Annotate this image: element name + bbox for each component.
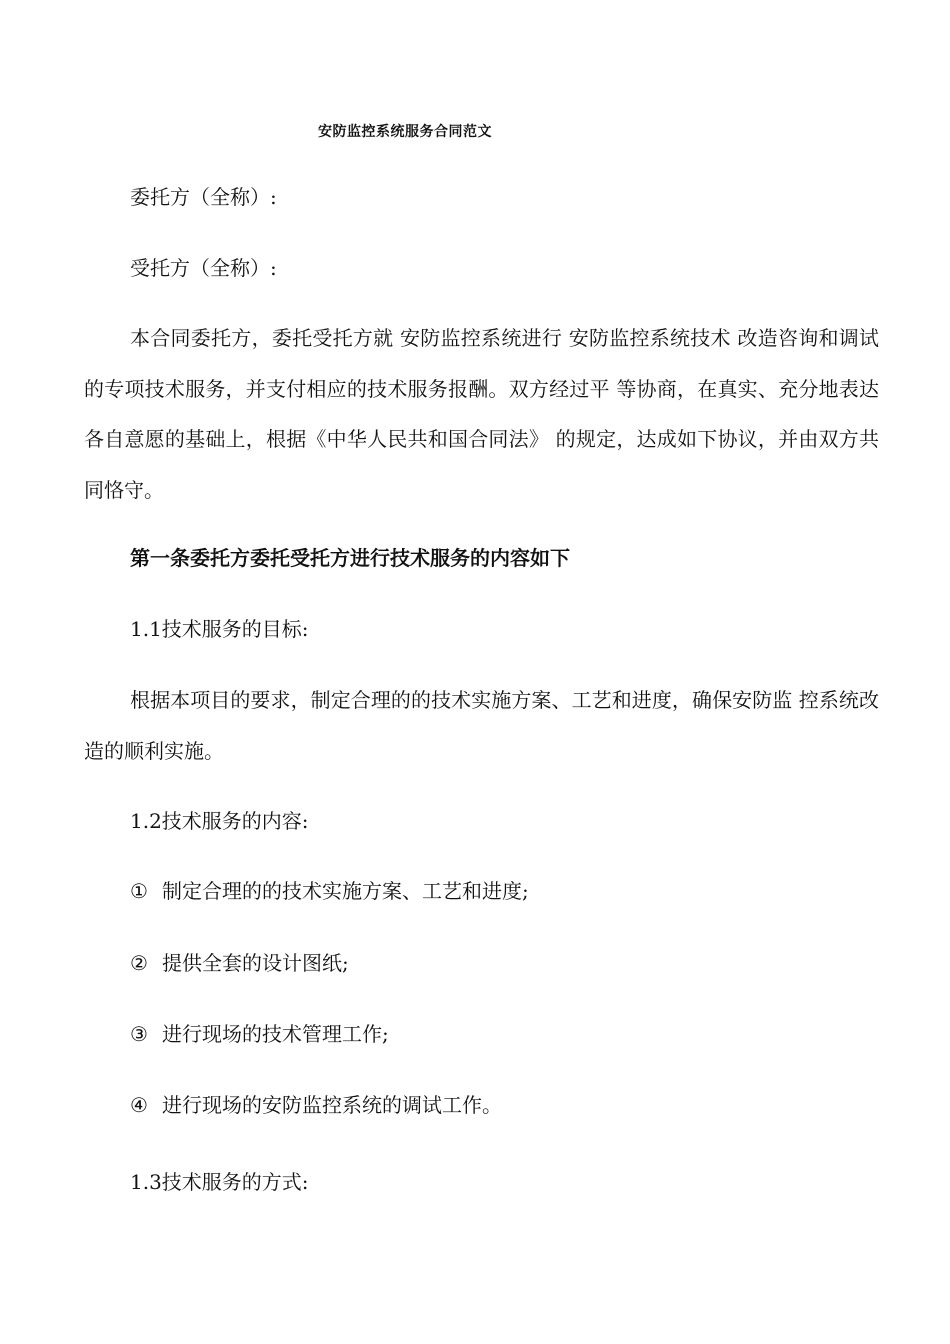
client-label: 委托方（全称）: <box>130 185 277 209</box>
list-item-text: 提供全套的设计图纸; <box>162 951 349 975</box>
list-item-text: 制定合理的的技术实施方案、工艺和进度; <box>162 879 529 903</box>
section-1-3-heading: 1.3技术服务的方式: <box>130 1170 309 1194</box>
list-marker: ① <box>130 879 148 903</box>
list-item-text: 进行现场的安防监控系统的调试工作。 <box>162 1093 502 1117</box>
list-item <box>130 1022 389 1046</box>
list-item <box>130 1093 502 1117</box>
list-item-text: 进行现场的技术管理工作; <box>162 1022 389 1046</box>
contractor-label: 受托方（全称）: <box>130 256 277 280</box>
section-1-1-heading: 1.1技术服务的目标: <box>130 617 309 641</box>
list-item <box>130 879 529 903</box>
intro-paragraph: 本合同委托方，委托受托方就 安防监控系统进行 安防监控系统技术 改造咨询和调试 的专项技术服务，并支付相应的技术服务报酬。双方经过平 等协商，在真实、充分地表达各自意愿的基础上，根据《中华人民共和国合同法》 的规定，达成如下协议，并由双方共同恪守。 <box>84 326 879 502</box>
document-title: 安防监控系统服务合同范文 <box>318 124 492 140</box>
list-marker: ④ <box>130 1093 148 1117</box>
list-marker: ③ <box>130 1022 148 1046</box>
section-1-2-heading: 1.2技术服务的内容: <box>130 809 309 833</box>
list-item <box>130 951 349 975</box>
list-marker: ② <box>130 951 148 975</box>
section-1-1-paragraph: 根据本项目的要求，制定合理的的技术实施方案、工艺和进度，确保安防监 控系统改造的顺利实施。 <box>84 688 879 763</box>
article-1-heading: 第一条委托方委托受托方进行技术服务的内容如下 <box>130 546 570 570</box>
